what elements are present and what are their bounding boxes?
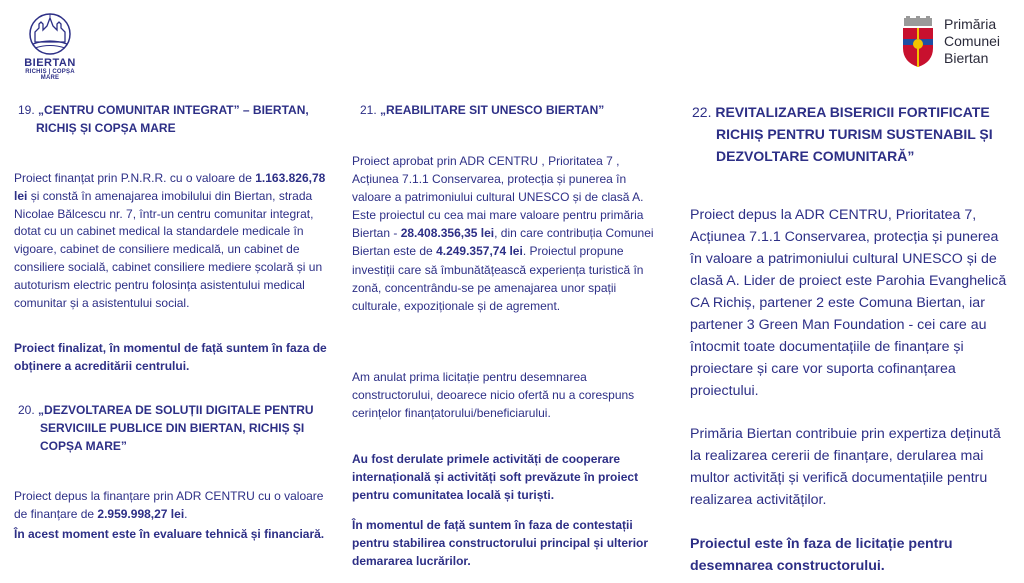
project-21-title-line1: „REABILITARE SIT UNESCO BIERTAN” xyxy=(380,103,605,117)
project-19-text-a: Proiect finanțat prin P.N.R.R. cu o valoare de xyxy=(14,171,252,185)
project-19-text-b: și constă în amenajarea imobilului din Biertan, strada Nicolae Bălcescu nr. 7, într-un centru comunitar integrat, dotat cu un cabinet medical la standardele medicale în vigoare, cabinet de consiliere medicală, un cabinet de consiliere socială, cabinet consiliere mediere școlară și un autoturism electric pentru folosința asistentului medical comunitar și a asistentului social. xyxy=(14,188,323,310)
project-22-title-line1: REVITALIZAREA BISERICII FORTIFICATE xyxy=(715,104,990,120)
project-19-number: 19. xyxy=(18,103,35,117)
project-22-description: Proiect depus la ADR CENTRU, Prioritatea 7, Acțiunea 7.1.1 Conservarea, protecția și punerea în valoare a patrimoniului cultural UNESCO și de clasă A. Lider de proiect este Parohia Evanghelică CA Richiș, partener 2 este Comuna Biertan, iar partener 3 Green Man Foundation - cei care au întocmit toate documentațiile de finanțare și proiectare și care vor suporta cofinanțarea proiectului. xyxy=(690,207,1007,400)
project-21-contribution: 4.249.357,74 lei xyxy=(436,244,523,259)
primaria-line3: Biertan xyxy=(944,50,989,66)
project-22-title xyxy=(692,101,1002,167)
project-21-amount: 28.408.356,35 lei xyxy=(400,226,495,241)
project-21-tender-note: Am anulat prima licitație pentru desemnarea constructorului, deoarece nicio ofertă nu a corespuns cerințelor finanțatorului/beneficiarului. xyxy=(352,370,635,421)
primaria-line1: Primăria xyxy=(944,16,997,32)
project-21-status xyxy=(352,438,664,583)
primaria-name xyxy=(944,16,1000,67)
project-21-text-c: . Proiectul propune investiții care să îmbunătățească experiența turistică în zonă, concentrându-se pe amenajarea unor spații culturale, expoziționale și de agrement. xyxy=(352,244,644,313)
biertan-logo xyxy=(18,12,82,81)
project-21-number: 21. xyxy=(360,103,377,117)
logo-name: BIERTAN xyxy=(24,57,76,69)
project-20-title-line2: SERVICIILE PUBLICE DIN BIERTAN, RICHIȘ ȘI xyxy=(40,421,305,435)
project-20-title-line1: „DEZVOLTAREA DE SOLUȚII DIGITALE PENTRU xyxy=(38,403,314,417)
project-22-title-line3: DEZVOLTARE COMUNITARĂ” xyxy=(716,148,915,164)
project-20-status: În acest moment este în evaluare tehnică și financiară. xyxy=(14,527,325,541)
project-21-status-line1: Au fost derulate primele activități de cooperare internațională și activități soft prevăzute în proiect pentru comunitatea locală și turiști. xyxy=(352,452,639,503)
project-20-description xyxy=(14,488,332,524)
project-19-amount: 1.163.826,78 lei xyxy=(14,171,326,203)
project-22-number: 22. xyxy=(692,104,712,120)
project-21-title xyxy=(360,101,660,119)
project-22-contribution: Primăria Biertan contribuie prin expertiza deținută la realizarea cererii de finanțare, derularea mai multor activități și verifică documentațiile pentru realizarea activităților. xyxy=(690,426,1001,509)
project-19-title-line2: RICHIȘ ȘI COPȘA MARE xyxy=(36,121,176,135)
project-22-title-line2: RICHIȘ PENTRU TURISM SUSTENABIL ȘI xyxy=(716,126,993,142)
project-19-title xyxy=(18,101,318,137)
fortified-church-logo-icon xyxy=(25,12,75,56)
project-21-status-line2: În momentul de față suntem în faza de contestații pentru stabilirea constructorului principal și ulterior demararea lucrărilor. xyxy=(352,518,649,569)
project-21-text-b: , din care contribuția Comunei Biertan este de xyxy=(352,226,654,259)
logo-subtitle: RICHIȘ | COPȘA MARE xyxy=(25,69,75,81)
project-20-number: 20. xyxy=(18,403,35,417)
primaria-line2: Comunei xyxy=(944,33,1001,49)
project-21-text-a: Proiect aprobat prin ADR CENTRU , Prioritatea 7 , Acțiunea 7.1.1 Conservarea, protecția și punerea în valoare a patrimoniului cultural UNESCO și de clasă A. Este proiectul cu cea mai mare valoare pentru primăria Biertan - xyxy=(352,154,644,241)
project-20-title xyxy=(18,401,328,455)
project-20-amount: 2.959.998,27 lei xyxy=(97,506,185,521)
primaria-logo xyxy=(900,16,1000,68)
project-22-status: Proiectul este în faza de licitație pentru desemnarea constructorului. xyxy=(690,536,953,575)
project-20-text-b: . xyxy=(184,506,188,521)
project-20-text-a: Proiect depus la finanțare prin ADR CENTRU cu o valoare de finanțare de xyxy=(14,489,324,521)
project-21-description xyxy=(352,152,662,315)
coat-of-arms-icon xyxy=(900,16,936,68)
project-19-title-line1: „CENTRU COMUNITAR INTEGRAT” – BIERTAN, xyxy=(38,103,309,117)
project-19-description xyxy=(14,170,332,312)
project-19-status: Proiect finalizat, în momentul de față suntem în faza de obținere a acreditării centrului. xyxy=(14,341,327,373)
project-20-title-line3: COPȘA MARE” xyxy=(40,439,127,453)
